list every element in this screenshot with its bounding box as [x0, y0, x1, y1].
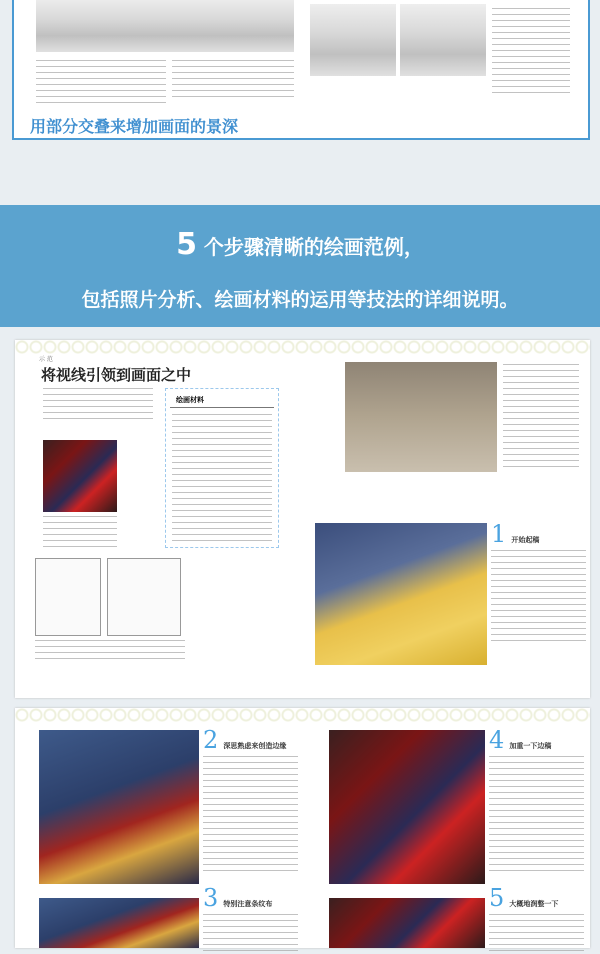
sketch-notes — [503, 364, 579, 468]
body-text-block — [36, 60, 166, 104]
banner-number: 5 — [176, 227, 197, 262]
step-body — [489, 756, 584, 876]
step-5-text — [489, 886, 584, 954]
step-3-text — [203, 886, 298, 954]
step-body — [203, 756, 298, 876]
hill-sketch-1 — [310, 4, 396, 76]
step-heading: 深思熟虑来创造边缘 — [223, 742, 287, 750]
book-spread-1 — [15, 340, 590, 698]
photo-caption — [43, 516, 117, 550]
body-text-block — [172, 60, 294, 100]
step-4-painting — [329, 730, 485, 884]
step-2-painting — [39, 730, 199, 884]
landscape-sketch-2 — [170, 0, 294, 52]
landscape-sketch-1 — [36, 0, 178, 52]
step-number: 1 — [491, 520, 507, 548]
step-body — [203, 914, 298, 954]
banner-line-1-text: 个步骤清晰的绘画范例， — [203, 235, 424, 259]
step-number: 5 — [489, 884, 505, 912]
reference-photo — [43, 440, 117, 512]
step-2-text — [203, 728, 298, 876]
step-3-painting — [39, 898, 199, 948]
step-1-text — [491, 522, 586, 642]
body-text-block — [492, 8, 570, 94]
drawing-caption — [35, 640, 185, 660]
banner-line-2: 包括照片分析、绘画材料的运用等技法的详细说明。 — [81, 289, 519, 311]
feature-banner — [0, 205, 600, 327]
charcoal-sketch — [345, 362, 497, 472]
line-drawing-2 — [107, 558, 181, 636]
step-5-painting — [329, 898, 485, 948]
banner-line-1 — [0, 227, 600, 262]
section-label: 示 范 — [39, 356, 53, 363]
step-heading: 大概地润整一下 — [509, 900, 559, 908]
step-heading: 开始起稿 — [511, 536, 540, 544]
section-caption: 用部分交叠来增加画面的景深 — [30, 117, 239, 136]
materials-list — [172, 414, 272, 544]
page-title: 将视线引领到画面之中 — [41, 366, 192, 384]
book-spread-2 — [15, 708, 590, 948]
step-4-text — [489, 728, 584, 876]
materials-box — [165, 388, 279, 548]
step-body — [491, 550, 586, 642]
materials-box-title: 绘画材料 — [170, 389, 274, 408]
step-heading: 特别注意条纹布 — [223, 900, 273, 908]
step-body — [489, 914, 584, 954]
step-number: 2 — [203, 726, 219, 754]
step-number: 3 — [203, 884, 219, 912]
step-number: 4 — [489, 726, 505, 754]
line-drawing-1 — [35, 558, 101, 636]
lace-border — [15, 708, 590, 722]
hill-sketch-2 — [400, 4, 486, 76]
step-1-painting — [315, 523, 487, 665]
step-heading: 加重一下边稿 — [509, 742, 552, 750]
intro-text — [43, 388, 153, 424]
lace-border — [15, 340, 590, 354]
